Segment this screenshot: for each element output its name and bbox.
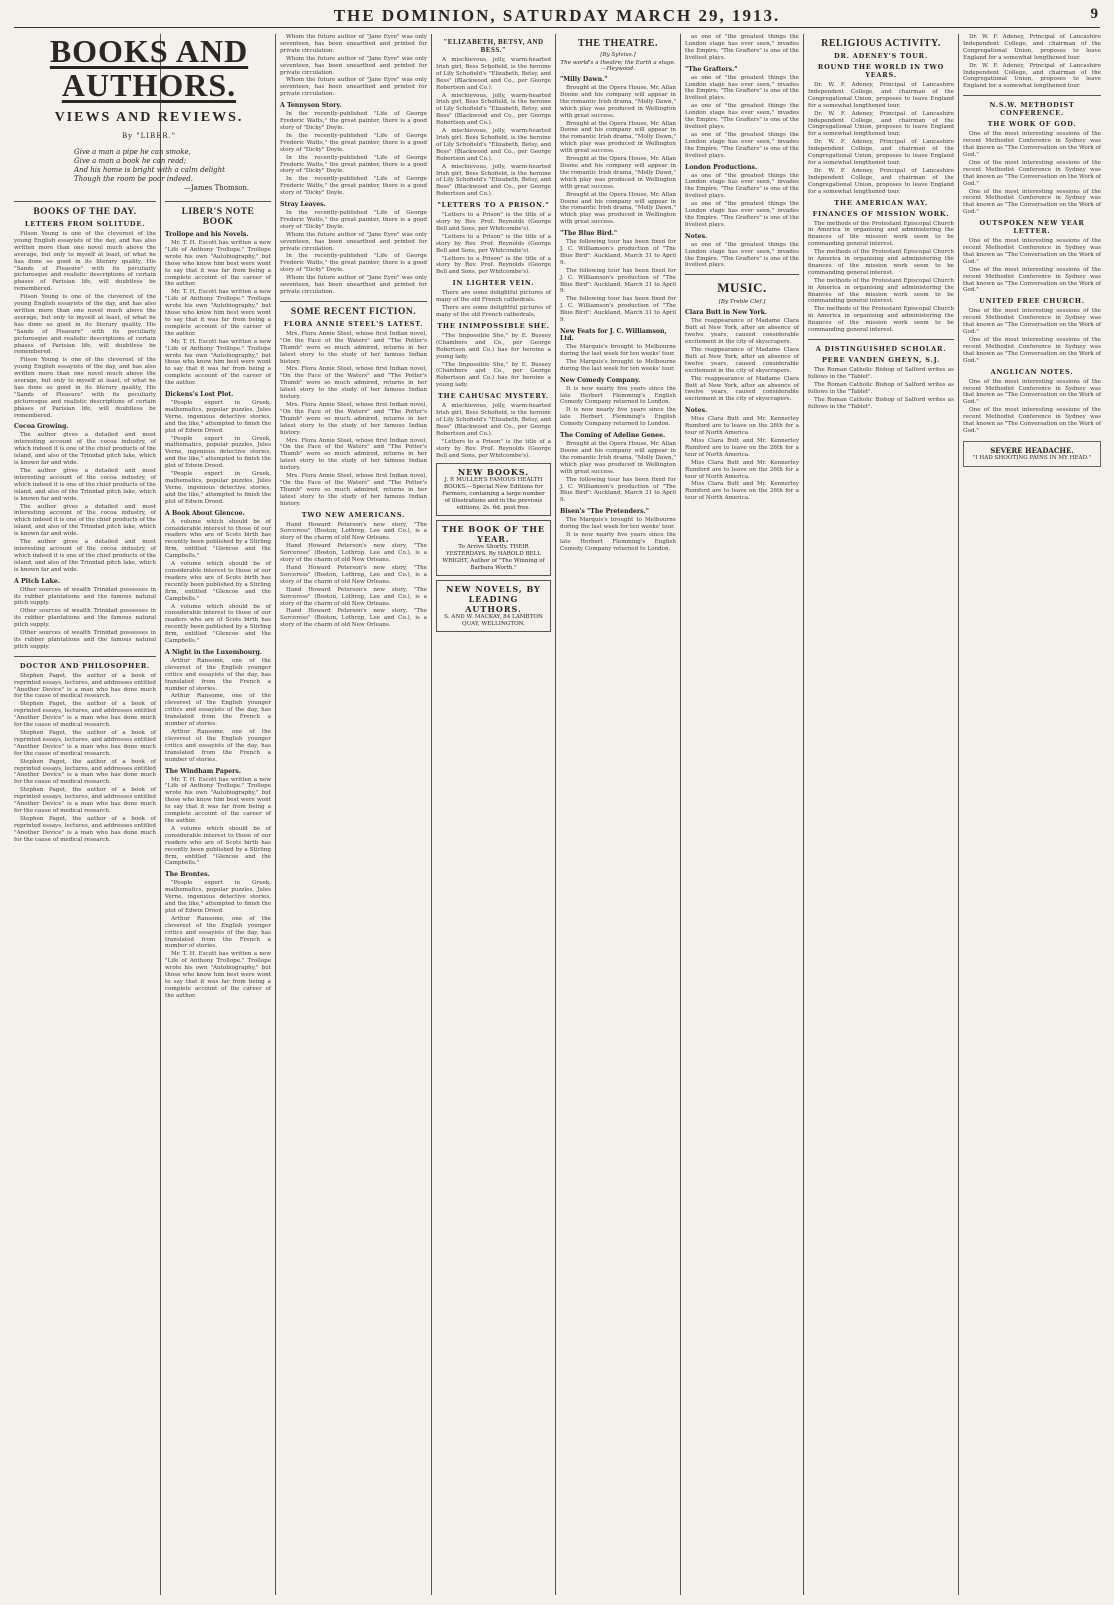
article-text: Stephen Paget, the author of a book of reprinted essays, lectures, and addresses entitled "Another Device" is a man who has done much for the cause of medical research. xyxy=(14,730,156,757)
poem-attribution: —James Thomson. xyxy=(184,184,250,192)
article-text: Arthur Ransome, one of the cleverest of the English younger critics and essayists of the day, has translated from the French a number of stories. xyxy=(165,915,271,950)
article-heading: ANGLICAN NOTES. xyxy=(990,367,1074,376)
article-text: Whom the future author of "Jane Eyre" was only seventeen, has been unearthed and printed for private circulation. xyxy=(280,34,427,54)
side-heading: The Brontes. xyxy=(165,871,210,879)
side-heading: Notes. xyxy=(685,232,708,240)
article-text: Whom the future author of "Jane Eyre" was only seventeen, has been unearthed and printed for private circulation. xyxy=(280,275,427,295)
column-3 xyxy=(280,34,427,1595)
masthead-title: THE DOMINION, SATURDAY MARCH 29, 1913. xyxy=(333,6,781,25)
article-text: A mischievous, jolly, warm-hearted Irish girl, Bess Schofield, is the heroine of Lily Schofield's "Elizabeth, Betsy, and Bess" (Blackwood and Co., per George Robertson and Co.). xyxy=(436,92,551,127)
column-rule xyxy=(275,34,276,1595)
byline: [By Treble Clef.] xyxy=(718,299,766,306)
article-text: Mr. T. H. Escott has written a new "Life of Anthony Trollope." Trollope wrote his own "Autobiography," but those who know him best were wont to say that it was far from being a complete account of the career of the author. xyxy=(165,338,271,387)
article-text: The reappearance of Madame Clara Butt at New York, after an absence of twelve years, caused considerable excitement in the city of skyscrapers. xyxy=(685,375,799,403)
article-text: One of the most interesting sessions of the recent Methodist Conference in Sydney was that known as "The Conversation on the Work of God." xyxy=(963,131,1101,158)
article-text: The author gives a detailed and most interesting account of the cocoa industry, of which indeed it is one of the chief products of the island, and also of the Trinidad pitch lake, which is known far and wide. xyxy=(14,468,156,502)
side-heading: London Productions. xyxy=(685,163,758,171)
ad-heading: SEVERE HEADACHE. xyxy=(990,445,1074,455)
article-text: "People expert in Greek, mathematics, popular puzzles, Jules Verne, ingenious detective stories, and the like," attempted to finish the plot of Edwin Drood. xyxy=(165,435,271,470)
column-rule xyxy=(680,34,681,1595)
article-text: "Letters to a Prison" is the title of a story by Rev. Prof. Reynolds (George Bell and Sons, per Whitcombe's). xyxy=(436,212,551,232)
side-heading: A Night in the Luxembourg. xyxy=(165,648,262,656)
column-rule xyxy=(803,34,804,1595)
advertisement xyxy=(436,580,551,632)
side-heading: A Pitch Lake. xyxy=(14,577,60,585)
article-text: Filson Young is one of the cleverest of the young English essayists of the day, and has also written more than one novel much above the average, but only to myself at least, of what he has done so good in its literary quality, His "Sands of Pleasure" with its peculiarly picturesque and realistic descriptions of certain phases of Parisian life, will doubtless be remembered. xyxy=(14,231,156,293)
article-text: as one of "the greatest things the London stage has ever seen," invades the Empire. "The Grafters" is one of the liveliest plays. xyxy=(685,241,799,269)
article-text: Mr. T. H. Escott has written a new "Life of Anthony Trollope." Trollope wrote his own "Autobiography," but those who know him best were wont to say that it was far from being a complete account of the career of the author. xyxy=(165,951,271,999)
article-text: One of the most interesting sessions of the recent Methodist Conference in Sydney was that known as "The Conversation on the Work of God." xyxy=(963,378,1101,406)
article-text: as one of "the greatest things the London stage has ever seen," invades the Empire. "The Grafters" is one of the liveliest plays. xyxy=(685,201,799,228)
article-text: Mrs. Flora Annie Steel, whose first Indian novel, "On the Face of the Waters" and "The Potter's Thumb" were so much admired, returns in her latest story to the study of her famous Indian history. xyxy=(280,330,427,365)
article-text: In the recently-published "Life of George Frederic Watts," the great painter, there is a good story of "Dicky" Doyle. xyxy=(280,154,427,175)
ad-heading: THE BOOK OF THE YEAR. xyxy=(441,524,546,545)
article-subheading: THE WORK OF GOD. xyxy=(987,120,1077,129)
article-text: Miss Clara Butt and Mr. Kennerley Rumford are to leave on the 26th for a tour of North America. xyxy=(685,437,799,458)
article-text: There are some delightful pictures of many of the old French cathedrals. xyxy=(436,290,551,304)
article-text: A volume which should be of considerable interest to those of our readers who are of Scots birth has recently been published by a Stirling firm, entitled "Glencoe and the Campbells." xyxy=(165,518,271,560)
article-text: Hand Howard Peterson's new story, "The Sorceress" (Boston, Lothrop, Lee and Co.), is a story of the charm of old New Orleans. xyxy=(280,543,427,564)
byline: [By Sylvius.] xyxy=(600,52,636,58)
article-heading: A DISTINGUISHED SCHOLAR. xyxy=(815,345,947,353)
article-text: The Roman Catholic Bishop of Salford writes as follows in the "Tablet". xyxy=(808,381,954,395)
article-text: Miss Clara Butt and Mr. Kennerley Rumford are to leave on the 26th for a tour of North America. xyxy=(685,416,799,437)
section-heading: THE THEATRE. xyxy=(577,38,659,49)
article-text: Filson Young is one of the cleverest of the young English essayists of the day, and has also written more than one novel much above the average, but only to myself at least, of what he has done so good in its literary quality, His "Sands of Pleasure" with its peculiarly picturesque and realistic descriptions of certain phases of Parisian life, will doubtless be remembered. xyxy=(14,294,156,356)
article-text: The reappearance of Madame Clara Butt at New York, after an absence of twelve years, caused considerable excitement in the city of skyscrapers. xyxy=(685,318,799,346)
column-rule xyxy=(431,34,432,1595)
side-heading: A Tennyson Story. xyxy=(280,102,342,110)
column-5 xyxy=(560,34,676,1595)
article-text: There are some delightful pictures of many of the old French cathedrals. xyxy=(436,305,551,318)
article-text: The following tour has been fixed for J. C. Williamson's production of "The Blue Bird": Auckland, March 31 to April 9. xyxy=(560,296,676,324)
article-heading: TWO NEW AMERICANS. xyxy=(301,510,406,519)
advertisement xyxy=(436,520,551,576)
article-text: Dr. W. F. Adeney, Principal of Lancashire Independent College, and chairman of the Congregational Union, proposes to leave England for a somewhat lengthened tour. xyxy=(808,110,954,138)
article-text: The methods of the Protestant Episcopal Church in America in organising and administering the finances of the mission work seem to be commanding general interest. xyxy=(808,249,954,276)
article-text: Arthur Ransome, one of the cleverest of the English younger critics and essayists of the day, has translated from the French a number of stories. xyxy=(165,729,271,763)
article-text: The author gives a detailed and most interesting account of the cocoa industry, of which indeed it is one of the chief products of the island, and also of the Trinidad pitch lake, which is known far and wide. xyxy=(14,539,156,573)
article-heading: OUTSPOKEN NEW YEAR LETTER. xyxy=(979,219,1085,236)
article-text: Arthur Ransome, one of the cleverest of the English younger critics and essayists of the day, has translated from the French a number of stories. xyxy=(165,657,271,692)
article-heading: THE INIMPOSSIBLE SHE. xyxy=(437,321,550,330)
article-text: Brought at the Opera House, Mr. Allan Doone and his company will appear in the romantic Irish drama, "Molly Dawn," which play was produced in Wellington with great success. xyxy=(560,156,677,190)
article-text: Mrs. Flora Annie Steel, whose first Indian novel, "On the Face of the Waters" and "The Potter's Thumb" were so much admired, returns in her latest story to the study of her famous Indian history. xyxy=(280,473,427,507)
side-heading: A Book About Glencoe. xyxy=(165,509,245,517)
article-text: "Letters to a Prison" is the title of a story by Rev. Prof. Reynolds (George Bell and Sons, per Whitcombe's). xyxy=(436,255,551,276)
article-text: The Marquis's brought to Melbourne during the last week for ten weeks' tour. xyxy=(560,517,676,531)
article-text: A volume which should be of considerable interest to those of our readers who are of Scots birth has recently been published by a Stirling firm, entitled "Glencoe and the Campbells." xyxy=(165,603,271,645)
article-text: Dr. W. F. Adeney, Principal of Lancashire Independent College, and chairman of the Congregational Union, proposes to leave England for a somewhat lengthened tour. xyxy=(963,62,1101,90)
article-text: Filson Young is one of the cleverest of the young English essayists of the day, and has also written more than one novel much above the average, but only to myself at least, of what he has done so good in its literary quality, His "Sands of Pleasure" with its peculiarly picturesque and realistic descriptions of certain phases of Parisian life, will doubtless be remembered. xyxy=(14,357,156,419)
article-text: In the recently-published "Life of George Frederic Watts," the great painter, there is a good story of "Dicky" Doyle. xyxy=(280,253,427,274)
article-text: as one of "the greatest things the London stage has ever seen," invades the Empire. "The Grafters" is one of the liveliest plays. xyxy=(685,131,799,159)
books-authors-header xyxy=(14,33,284,192)
article-text: Arthur Ransome, one of the cleverest of the English younger critics and essayists of the day, has translated from the French a number of stories. xyxy=(165,693,271,728)
side-heading: The Windham Papers. xyxy=(165,767,242,775)
poem-line: Though the room be poor indeed. xyxy=(74,175,193,183)
side-heading: The Coming of Adeline Genee. xyxy=(560,432,666,440)
article-text: One of the most interesting sessions of the recent Methodist Conference in Sydney was that known as "The Conversation on the Work of God." xyxy=(963,238,1101,265)
article-text: Other sources of wealth Trinidad possesses in its rubber plantations and the famous natural pitch supply. xyxy=(14,630,156,650)
section-heading: BOOKS OF THE DAY. xyxy=(33,207,137,217)
article-text: Other sources of wealth Trinidad possesses in its rubber plantations and the famous natural pitch supply. xyxy=(14,608,156,629)
ad-heading: NEW NOVELS, BY LEADING AUTHORS. xyxy=(446,584,541,615)
side-heading: Dickens's Lost Plot. xyxy=(165,391,234,399)
article-text: "Letters to a Prison" is the title of a story by Rev. Prof. Reynolds (George Bell and Sons, per Whitcombe's). xyxy=(436,438,551,459)
article-text: It is now nearly five years since the late Herbert Flemming's English Comedy Company returned to London. xyxy=(560,532,676,552)
article-text: Stephen Paget, the author of a book of reprinted essays, lectures, and addresses entitled "Another Device" is a man who has done much for the cause of medical research. xyxy=(14,672,156,700)
article-text: Whom the future author of "Jane Eyre" was only seventeen, has been unearthed and printed for private circulation. xyxy=(280,55,427,76)
article-heading: THE AMERICAN WAY. xyxy=(834,198,928,207)
article-text: One of the most interesting sessions of the recent Methodist Conference in Sydney was that known as "The Conversation on the Work of God." xyxy=(963,407,1101,434)
article-text: Mrs. Flora Annie Steel, whose first Indian novel, "On the Face of the Waters" and "The Potter's Thumb" were so much admired, returns in her latest story to the study of her famous Indian history. xyxy=(280,401,427,436)
article-text: It is now nearly five years since the late Herbert Flemming's English Comedy Company returned to London. xyxy=(560,385,676,406)
article-text: One of the most interesting sessions of the recent Methodist Conference in Sydney was that known as "The Conversation on the Work of God." xyxy=(963,337,1101,364)
column-6 xyxy=(685,34,799,1595)
masthead xyxy=(14,6,1100,28)
article-text: Miss Clara Butt and Mr. Kennerley Rumford are to leave on the 26th for a tour of North America. xyxy=(685,459,799,480)
article-text: A volume which should be of considerable interest to those of our readers who are of Scots birth has recently been published by a Stirling firm, entitled "Glencoe and the Campbells." xyxy=(165,561,271,602)
article-text: as one of "the greatest things the London stage has ever seen," invades the Empire. "The Grafters" is one of the liveliest plays. xyxy=(685,172,799,200)
article-text: Hand Howard Peterson's new story, "The Sorceress" (Boston, Lothrop, Lee and Co.), is a story of the charm of old New Orleans. xyxy=(280,586,427,607)
article-text: Whom the future author of "Jane Eyre" was only seventeen, has been unearthed and printed for private circulation. xyxy=(280,77,427,98)
article-text: Mr. T. H. Escott has written a new "Life of Anthony Trollope." Trollope wrote his own "Autobiography," but those who know him best were wont to say that it was far from being a complete account of the career of the author. xyxy=(165,776,271,824)
column-2 xyxy=(165,196,271,1595)
side-heading: Bisen's "The Pretenders." xyxy=(560,508,649,516)
article-text: One of the most interesting sessions of the recent Methodist Conference in Sydney was that known as "The Conversation on the Work of God." xyxy=(963,159,1101,187)
article-text: Hand Howard Peterson's new story, "The Sorceress" (Boston, Lothrop, Lee and Co.), is a story of the charm of old New Orleans. xyxy=(280,521,427,542)
article-text: Brought at the Opera House, Mr. Allan Doone and his company will appear in the romantic Irish drama, "Molly Dawn," which play was produced in Wellington with great success. xyxy=(560,191,677,226)
article-text: The following tour has been fixed for J. C. Williamson's production of "The Blue Bird": Auckland, March 31 to April 9. xyxy=(560,476,676,504)
article-text: Dr. W. F. Adeney, Principal of Lancashire Independent College, and chairman of the Congregational Union, proposes to leave England for a somewhat lengthened tour. xyxy=(808,82,954,109)
column-7 xyxy=(808,34,954,1595)
column-1 xyxy=(14,196,156,1595)
side-heading: "Milly Dawn." xyxy=(560,76,608,83)
article-text: The Marquis's brought to Melbourne during the last week for ten weeks' tour. xyxy=(560,358,676,372)
column-rule xyxy=(160,34,161,1595)
article-text: The Roman Catholic Bishop of Salford writes as follows in the "Tablet". xyxy=(808,367,954,380)
article-text: The following tour has been fixed for J. C. Williamson's production of "The Blue Bird": Auckland, March 31 to April 9. xyxy=(560,267,676,295)
article-text: The reappearance of Madame Clara Butt at New York, after an absence of twelve years, caused considerable excitement in the city of skyscrapers. xyxy=(685,347,799,374)
section-heading: RELIGIOUS ACTIVITY. xyxy=(821,38,941,49)
article-text: Other sources of wealth Trinidad possesses in its rubber plantations and the famous natural pitch supply. xyxy=(14,586,156,607)
section-heading: SOME RECENT FICTION. xyxy=(290,306,417,317)
article-text: Stephen Paget, the author of a book of reprinted essays, lectures, and addresses entitled "Another Device" is a man who has done much for the cause of medical research. xyxy=(14,758,156,786)
page-heading: BOOKS AND AUTHORS. xyxy=(49,33,249,103)
article-text: A volume which should be of considerable interest to those of our readers who are of Scots birth has recently been published by a Stirling firm, entitled "Glencoe and the Campbells." xyxy=(165,825,271,867)
article-text: as one of "the greatest things the London stage has ever seen," invades the Empire. "The Grafters" is one of the liveliest plays. xyxy=(685,34,799,61)
article-heading: DOCTOR AND PHILOSOPHER. xyxy=(19,661,151,670)
article-text: Dr. W. F. Adeney, Principal of Lancashire Independent College, and chairman of the Congregational Union, proposes to leave England for a somewhat lengthened tour. xyxy=(808,167,954,195)
article-heading: FLORA ANNIE STEEL'S LATEST. xyxy=(283,319,424,328)
byline: By "LIBER." xyxy=(122,132,176,140)
article-text: The methods of the Protestant Episcopal Church in America in organising and administering the finances of the mission work seem to be commanding general interest. xyxy=(808,220,954,248)
article-heading: UNITED FREE CHURCH. xyxy=(979,297,1085,306)
article-text: Stephen Paget, the author of a book of reprinted essays, lectures, and addresses entitled "Another Device" is a man who has done much for the cause of medical research. xyxy=(14,815,156,843)
article-text: "Letters to a Prison" is the title of a story by Rev. Prof. Reynolds (George Bell and Sons, per Whitcombe's). xyxy=(436,233,551,254)
column-rule xyxy=(555,34,556,1595)
article-text: Brought at the Opera House, Mr. Allan Doone and his company will appear in the romantic Irish drama, "Molly Dawn," which play was produced in Wellington with great success. xyxy=(560,85,677,119)
article-heading: THE CAHUSAC MYSTERY. xyxy=(438,392,549,401)
article-text: Brought at the Opera House, Mr. Allan Doone and his company will appear in the romantic Irish drama, "Molly Dawn," which play was produced in Wellington with great success. xyxy=(560,120,677,155)
article-heading: LETTERS FROM SOLITUDE. xyxy=(24,220,146,228)
article-heading: IN LIGHTER VEIN. xyxy=(452,279,535,288)
article-text: Mr. T. H. Escott has written a new "Life of Anthony Trollope." Trollope wrote his own "Autobiography," but those who know him best were wont to say that it was far from being a complete account of the career of the author. xyxy=(165,240,271,288)
section-heading: MUSIC. xyxy=(717,280,767,296)
article-text: "People expert in Greek, mathematics, popular puzzles, Jules Verne, ingenious detective stories, and the like," attempted to finish the plot of Edwin Drood. xyxy=(165,471,271,505)
article-text: as one of "the greatest things the London stage has ever seen," invades the Empire. "The Grafters" is one of the liveliest plays. xyxy=(685,74,799,102)
side-heading: "The Grafters." xyxy=(685,65,738,73)
article-text: Stephen Paget, the author of a book of reprinted essays, lectures, and addresses entitled "Another Device" is a man who has done much for the cause of medical research. xyxy=(14,787,156,814)
advertisement xyxy=(963,441,1101,467)
side-heading: Clara Butt in New York. xyxy=(685,309,768,317)
article-text: In the recently-published "Life of George Frederic Watts," the great painter, there is a good story of "Dicky" Doyle. xyxy=(280,210,427,230)
article-text: Miss Clara Butt and Mr. Kennerley Rumford are to leave on the 26th for a tour of North America. xyxy=(685,481,799,502)
page-number: 9 xyxy=(1090,6,1098,22)
article-heading: DR. ADENEY'S TOUR. xyxy=(834,52,928,60)
ad-text: To Arrive Shortly. THEIR YESTERDAYS. By HAROLD BELL WRIGHT, Author of "The Winning of Barbara Worth." xyxy=(442,544,545,572)
poem-line: And his home is bright with a calm delight xyxy=(74,166,225,174)
article-text: A mischievous, jolly, warm-hearted Irish girl, Bess Schofield, is the heroine of Lily Schofield's "Elizabeth, Betsy, and Bess" (Blackwood and Co., per George Robertson and Co.). xyxy=(436,403,551,437)
article-heading: "LETTERS TO A PRISON." xyxy=(437,201,550,210)
article-text: The Roman Catholic Bishop of Salford writes as follows in the "Tablet". xyxy=(808,396,954,410)
article-text: The author gives a detailed and most interesting account of the cocoa industry, of which indeed it is one of the chief products of the island, and also of the Trinidad pitch lake, which is known far and wide. xyxy=(14,432,156,467)
article-text: Hand Howard Peterson's new story, "The Sorceress" (Boston, Lothrop, Lee and Co.), is a story of the charm of old New Orleans. xyxy=(280,565,427,585)
article-text: The methods of the Protestant Episcopal Church in America in organising and administering the finances of the mission work seem to be commanding general interest. xyxy=(808,277,954,305)
article-text: Stephen Paget, the author of a book of reprinted essays, lectures, and addresses entitled "Another Device" is a man who has done much for the cause of medical research. xyxy=(14,701,156,729)
column-rule xyxy=(958,34,959,1595)
article-text: In the recently-published "Life of George Frederic Watts," the great painter, there is a good story of "Dicky" Doyle. xyxy=(280,176,427,197)
article-text: "People expert in Greek, mathematics, popular puzzles, Jules Verne, ingenious detective stories, and the like," attempted to finish the plot of Edwin Drood. xyxy=(165,400,271,434)
side-heading: Trollope and his Novels. xyxy=(165,231,249,238)
epigraph: The world's a theatre; the Earth a stage.—Heywood. xyxy=(560,60,676,72)
article-text: Hand Howard Peterson's new story, "The Sorceress" (Boston, Lothrop, Lee and Co.), is a story of the charm of old New Orleans. xyxy=(280,608,427,629)
side-heading: New Comedy Company. xyxy=(560,376,641,384)
article-text: Mrs. Flora Annie Steel, whose first Indian novel, "On the Face of the Waters" and "The Potter's Thumb" were so much admired, returns in her latest story to the study of her famous Indian history. xyxy=(280,437,427,472)
article-heading: N.S.W. METHODIST CONFERENCE. xyxy=(989,101,1075,118)
article-text: Dr. W. F. Adeney, Principal of Lancashire Independent College, and chairman of the Congregational Union, proposes to leave England for a somewhat lengthened tour. xyxy=(963,34,1101,61)
article-text: "The Impossible She," by E. Bussey (Chambers and Co., per George Robertson and Co.) has for heroine a young lady. xyxy=(436,332,551,360)
side-heading: New Feats for J. C. Williamson, Ltd. xyxy=(560,328,667,342)
article-text: "People expert in Greek, mathematics, popular puzzles, Jules Verne, ingenious detective stories, and the like," attempted to finish the plot of Edwin Drood. xyxy=(165,880,271,914)
article-text: Mr. T. H. Escott has written a new "Life of Anthony Trollope." Trollope wrote his own "Autobiography," but those who know him best were wont to say that it was far from being a complete account of the career of the author. xyxy=(165,289,271,337)
section-heading: LIBER'S NOTE BOOK xyxy=(181,207,255,227)
article-subheading: PERE VANDEN GHEYN, S.J. xyxy=(821,356,941,364)
article-text: as one of "the greatest things the London stage has ever seen," invades the Empire. "The Grafters" is one of the liveliest plays. xyxy=(685,103,799,130)
article-subheading: FINANCES OF MISSION WORK. xyxy=(812,209,950,218)
article-text: The author gives a detailed and most interesting account of the cocoa industry, of which indeed it is one of the chief products of the island, and also of the Trinidad pitch lake, which is known far and wide. xyxy=(14,503,156,538)
article-text: Mrs. Flora Annie Steel, whose first Indian novel, "On the Face of the Waters" and "The Potter's Thumb" were so much admired, returns in her latest story to the study of her famous Indian history. xyxy=(280,366,427,401)
article-text: One of the most interesting sessions of the recent Methodist Conference in Sydney was that known as "The Conversation on the Work of God." xyxy=(963,188,1101,216)
article-text: It is now nearly five years since the late Herbert Flemming's English Comedy Company returned to London. xyxy=(560,407,676,428)
side-heading: "The Blue Bird." xyxy=(560,230,618,238)
article-text: A mischievous, jolly, warm-hearted Irish girl, Bess Schofield, is the heroine of Lily Schofield's "Elizabeth, Betsy, and Bess" (Blackwood and Co., per George Robertson and Co.). xyxy=(436,57,551,91)
section-subheading: VIEWS AND REVIEWS. xyxy=(54,110,244,125)
article-text: "The Impossible She," by E. Bussey (Chambers and Co., per George Robertson and Co.) has for heroine a young lady. xyxy=(436,361,551,389)
article-text: One of the most interesting sessions of the recent Methodist Conference in Sydney was that known as "The Conversation on the Work of God." xyxy=(963,266,1101,294)
article-text: In the recently-published "Life of George Frederic Watts," the great painter, there is a good story of "Dicky" Doyle. xyxy=(280,132,427,153)
article-text: The Marquis's brought to Melbourne during the last week for ten weeks' tour. xyxy=(560,344,676,357)
article-subheading: ROUND THE WORLD IN TWO YEARS. xyxy=(817,63,945,79)
article-text: The following tour has been fixed for J. C. Williamson's production of "The Blue Bird": Auckland, March 31 to April 9. xyxy=(560,239,676,266)
article-text: Whom the future author of "Jane Eyre" was only seventeen, has been unearthed and printed for private circulation. xyxy=(280,231,427,252)
article-text: Brought at the Opera House, Mr. Allan Doone and his company will appear in the romantic Irish drama, "Molly Dawn," which play was produced in Wellington with great success. xyxy=(560,441,677,475)
article-text: One of the most interesting sessions of the recent Methodist Conference in Sydney was that known as "The Conversation on the Work of God." xyxy=(963,308,1101,336)
ad-heading: NEW BOOKS. xyxy=(457,467,530,478)
side-heading: Notes. xyxy=(685,407,708,415)
column-4 xyxy=(436,34,551,1595)
advertisement xyxy=(436,463,551,516)
ad-text: J. P. MULLER'S FAMOUS HEALTH BOOKS.—Special New Editions for Farmers, containing a large number of illustrations and in the previous editions, 2s. 6d. post free. xyxy=(442,477,545,512)
side-heading: Stray Leaves. xyxy=(280,201,326,209)
article-text: Dr. W. F. Adeney, Principal of Lancashire Independent College, and chairman of the Congregational Union, proposes to leave England for a somewhat lengthened tour. xyxy=(808,139,954,166)
article-heading: "ELIZABETH, BETSY, AND BESS." xyxy=(443,38,544,54)
poem-line: Give a man a pipe he can smoke, xyxy=(74,148,191,156)
article-text: The methods of the Protestant Episcopal Church in America in organising and administering the finances of the mission work seem to be commanding general interest. xyxy=(808,306,954,334)
ad-text: S. AND W. MACKAY, 84 LAMBTON QUAY, WELLINGTON. xyxy=(444,614,543,628)
article-text: A mischievous, jolly, warm-hearted Irish girl, Bess Schofield, is the heroine of Lily Schofield's "Elizabeth, Betsy, and Bess" (Blackwood and Co., per George Robertson and Co.). xyxy=(436,163,551,198)
column-8 xyxy=(963,34,1101,1595)
article-text: In the recently-published "Life of George Frederic Watts," the great painter, there is a good story of "Dicky" Doyle. xyxy=(280,111,427,131)
ad-text: "I HAD SHOOTING PAINS IN MY HEAD." xyxy=(972,454,1092,461)
side-heading: Cocoa Growing. xyxy=(14,423,69,431)
poem-line: Give a man a book he can read; xyxy=(74,157,187,165)
epigraph-poem xyxy=(74,148,284,193)
article-text: A mischievous, jolly, warm-hearted Irish girl, Bess Schofield, is the heroine of Lily Schofield's "Elizabeth, Betsy, and Bess" (Blackwood and Co., per George Robertson and Co.). xyxy=(436,128,551,162)
